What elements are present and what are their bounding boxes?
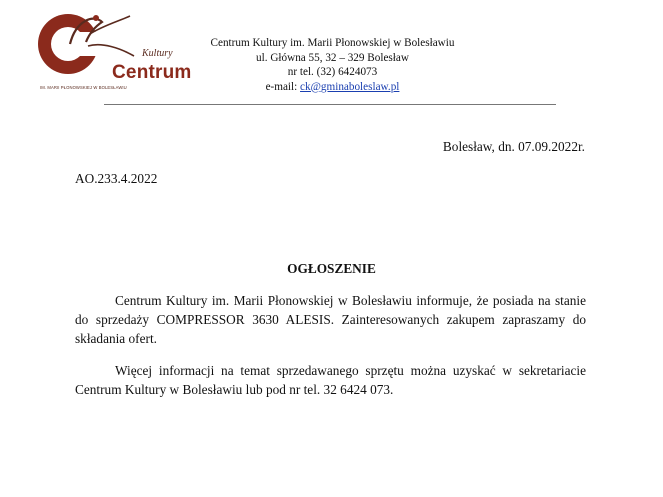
email-label: e-mail:: [265, 80, 301, 93]
centrum-kultury-logo: [30, 12, 192, 90]
document-date: Bolesław, dn. 07.09.2022r.: [442, 139, 585, 154]
org-phone: nr tel. (32) 6424073: [287, 66, 378, 78]
org-address: ul. Główna 55, 32 – 329 Bolesław: [256, 51, 409, 64]
email-link[interactable]: ck@gminaboleslaw.pl: [300, 80, 400, 93]
org-email-line: [160, 80, 505, 95]
logo-centrum-text: Centrum: [112, 62, 192, 83]
letterhead-divider: [104, 104, 556, 105]
org-name: Centrum Kultury im. Marii Płonowskiej w Bolesławiu: [210, 37, 455, 49]
document-title: OGŁOSZENIE: [287, 261, 376, 276]
announcement-paragraph: Centrum Kultury im. Marii Płonowskiej w Bolesławiu informuje, że posiada na stanie do sprzedaży COMPRESSOR 3630 ALESIS. Zainteresowanych zakupem zapraszamy do składania ofert.: [75, 293, 586, 346]
letterhead-contact: [160, 36, 505, 94]
document-reference: AO.233.4.2022: [75, 171, 158, 186]
contact-paragraph: Więcej informacji na temat sprzedawanego sprzętu można uzyskać w sekretariacie Centrum Kultury w Bolesławiu lub pod nr tel. 32 6424 073.: [75, 363, 586, 397]
logo-subtitle-text: IM. MARII PŁONOWSKIEJ W BOLESŁAWIU: [40, 85, 127, 90]
logo-kultury-text: Kultury: [142, 48, 173, 59]
